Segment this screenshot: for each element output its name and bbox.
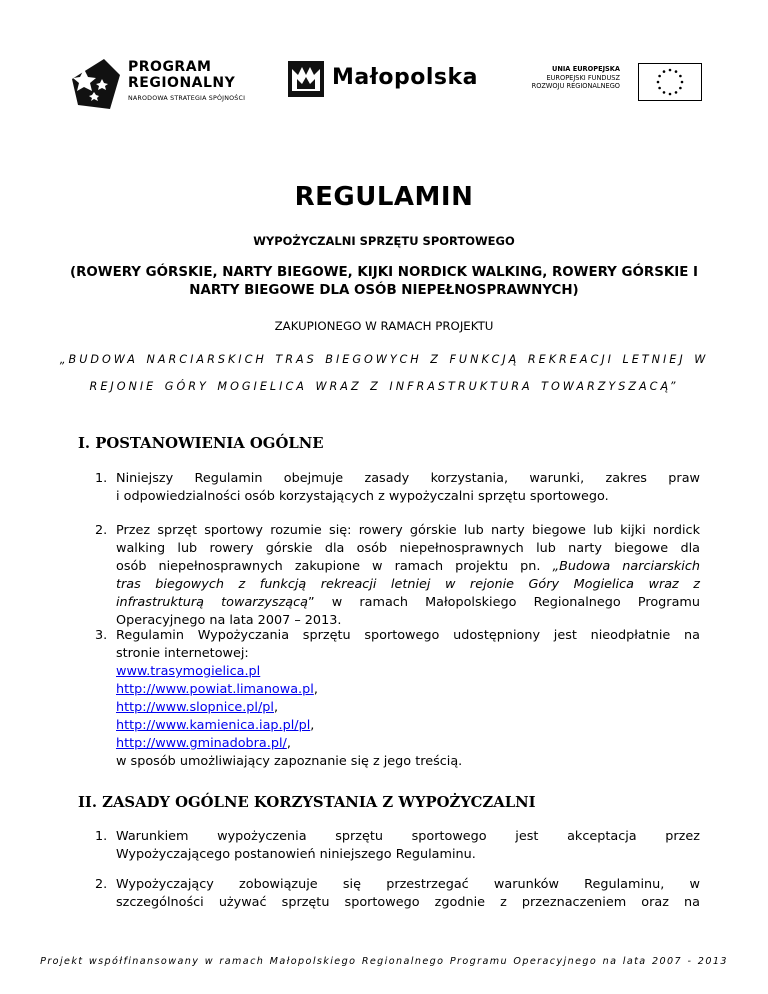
website-link[interactable]: www.trasymogielica.pl [116, 664, 261, 679]
eu-logo-line3: ROZWOJU REGIONALNEGO [531, 82, 620, 90]
list-item [95, 522, 700, 630]
paragraph-line: walking lub rowery górskie dla osób niepełnosprawnych lub narty biegowe dla [116, 541, 700, 556]
equipment-list-line1: (ROWERY GÓRSKIE, NARTY BIEGOWE, KIJKI NORDICK WALKING, ROWERY GÓRSKIE I [69, 265, 699, 280]
paragraph-text: ” w ramach Małopolskiego Regionalnego Programu [307, 595, 700, 610]
program-logo-line1: PROGRAM [128, 59, 212, 75]
document-subtitle: WYPOŻYCZALNI SPRZĘTU SPORTOWEGO [253, 234, 515, 248]
list-item-number: 3. [95, 628, 108, 643]
malopolska-name: Małopolska [332, 65, 478, 90]
paragraph-line [116, 558, 700, 576]
website-link-row [116, 699, 700, 717]
page-footer: Projekt współfinansowany w ramach Małopolskiego Regionalnego Programu Operacyjnego na lata 2007 - 2013 [40, 956, 728, 967]
website-link-row [116, 735, 700, 753]
website-link[interactable]: http://www.kamienica.iap.pl/pl [116, 718, 311, 733]
paragraph-line: Regulamin Wypożyczania sprzętu sportowego udostępniony jest nieodpłatnie na [116, 628, 700, 643]
list-item [95, 470, 700, 506]
link-separator: , [313, 682, 318, 697]
link-separator: , [310, 718, 315, 733]
document-title: REGULAMIN [294, 182, 474, 212]
list-item [95, 828, 700, 864]
equipment-list-line2: NARTY BIEGOWE DLA OSÓB NIEPEŁNOSPRAWNYCH) [189, 283, 579, 298]
paragraph-line: Wypożyczający zobowiązuje się przestrzegać warunków Regulaminu, w [116, 877, 700, 892]
section-2-heading: II. ZASADY OGÓLNE KORZYSTANIA Z WYPOŻYCZALNI [78, 794, 536, 811]
list-item-number: 1. [95, 471, 108, 486]
paragraph-line: i odpowiedzialności osób korzystających z wypożyczalni sprzętu sportowego. [116, 489, 609, 504]
website-link[interactable]: http://www.slopnice.pl/pl [116, 700, 274, 715]
section-1-heading: I. POSTANOWIENIA OGÓLNE [78, 435, 324, 452]
program-logo-line3: NARODOWA STRATEGIA SPÓJNOŚCI [128, 95, 246, 102]
paragraph-line [116, 576, 700, 594]
list-item-number: 2. [95, 523, 108, 538]
eu-logo-line1: UNIA EUROPEJSKA [551, 65, 620, 73]
website-link-row [116, 717, 700, 735]
header-logos [70, 55, 700, 115]
list-item-number: 2. [95, 877, 108, 892]
link-separator: , [286, 736, 291, 751]
program-regionalny-logo [70, 55, 270, 113]
program-logo-line2: REGIONALNY [128, 75, 236, 91]
paragraph-line: szczególności używać sprzętu sportowego zgodnie z przeznaczeniem oraz na [116, 895, 700, 910]
list-item-number: 1. [95, 829, 108, 844]
project-title-italic: infrastrukturą towarzyszącą [116, 595, 308, 610]
malopolska-emblem-icon [288, 61, 324, 97]
paragraph-text: osób niepełnosprawnych zakupione w ramach projektu pn. [116, 559, 553, 574]
website-link[interactable]: http://www.powiat.limanowa.pl [116, 682, 314, 697]
list-item [95, 627, 700, 771]
paragraph-line: Niniejszy Regulamin obejmuje zasady korzystania, warunki, zakres praw [116, 471, 700, 486]
paragraph-line: Warunkiem wypożyczenia sprzętu sportowego jest akceptacja przez [116, 829, 700, 844]
website-link[interactable]: http://www.gminadobra.pl/ [116, 736, 287, 751]
project-name-line2: REJONIE GÓRY MOGIELICA WRAZ Z INFRASTRUKTURA TOWARZYSZACĄ” [89, 380, 679, 393]
website-link-row [116, 681, 700, 699]
eu-logo-text [532, 65, 620, 91]
list-item [95, 876, 700, 912]
project-name-quote [0, 346, 768, 400]
malopolska-logo [288, 59, 478, 109]
paragraph-line: w sposób umożliwiający zapoznanie się z jego treścią. [116, 754, 463, 769]
paragraph-line: Operacyjnego na lata 2007 – 2013. [116, 613, 342, 628]
project-name-line1: „BUDOWA NARCIARSKICH TRAS BIEGOWYCH Z FUNKCJĄ REKREACJI LETNIEJ W [59, 353, 709, 366]
paragraph-line: Wypożyczającego postanowień niniejszego Regulaminu. [116, 847, 476, 862]
paragraph-line: stronie internetowej: [116, 646, 249, 661]
project-title-italic: tras biegowych z funkcją rekreacji letniej w rejonie Góry Mogielica wraz z [116, 577, 700, 592]
website-link-row [116, 663, 700, 681]
eu-flag-icon [638, 63, 702, 101]
purchased-under-project: ZAKUPIONEGO W RAMACH PROJEKTU [274, 319, 494, 333]
eu-logo [502, 63, 702, 103]
paragraph-line [116, 594, 700, 612]
equipment-list [0, 264, 768, 300]
program-regionalny-emblem-icon [70, 57, 122, 111]
paragraph-line: Przez sprzęt sportowy rozumie się: rowery górskie lub narty biegowe lub kijki nordick [116, 523, 700, 538]
link-separator: , [273, 700, 279, 715]
project-title-italic: „Budowa narciarskich [552, 559, 700, 574]
eu-logo-line2: EUROPEJSKI FUNDUSZ [546, 73, 620, 82]
